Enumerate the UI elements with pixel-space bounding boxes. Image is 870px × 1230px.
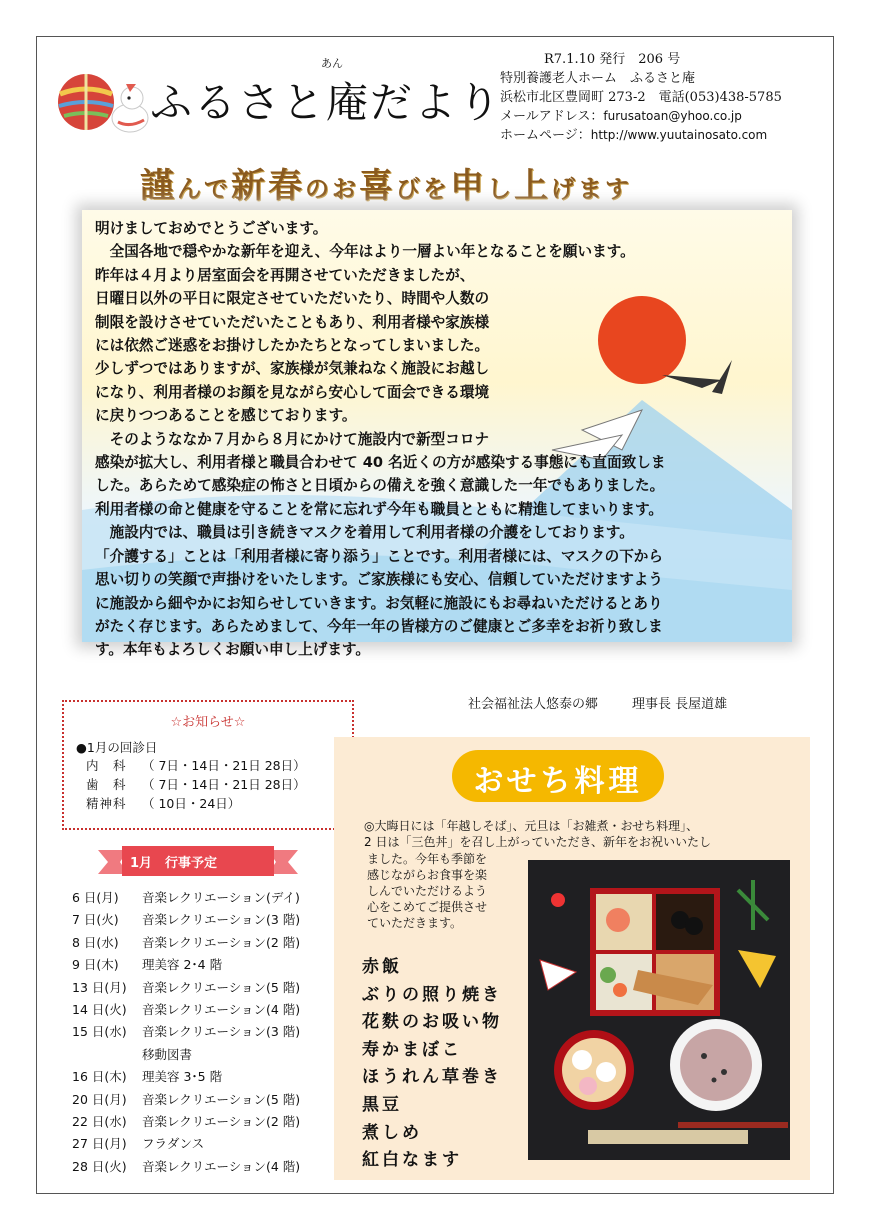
letter-line: 思い切りの笑顔で声掛けをいたします。ご家族様にも安心、信頼していただけますよう [95, 571, 663, 589]
list-item [72, 1089, 300, 1111]
event-text: 理美容 3･5 階 [142, 1069, 223, 1085]
letter-line: 利用者様の命と健康を守ることを常に忘れず今年も職員とともに精進してまいります。 [95, 500, 663, 518]
dept-cell: 内 科 [86, 758, 127, 773]
greeting-part: 喜 [359, 166, 396, 206]
list-item [72, 1021, 300, 1043]
table-row [86, 775, 306, 794]
letter-line: には依然ご迷惑をお掛けしたかたちとなってしまいました。 [95, 337, 490, 355]
event-text: 音楽レクリエーション(5 階) [142, 1091, 301, 1107]
table-row [86, 794, 306, 813]
letter-line: 少しずつではありますが、家族様が気兼ねなく施設にお越し [95, 360, 490, 378]
issue-number: R7.1.10 発行 206 号 [544, 52, 681, 67]
new-year-letter [95, 217, 795, 662]
table-row [86, 756, 306, 775]
letter-line: に施設から細やかにお知らせしていきます。お気軽に施設にもお尋ねいただけるとあり [95, 594, 663, 612]
event-text: 音楽レクリエーション(5 階) [142, 979, 301, 995]
list-item [72, 887, 300, 909]
dates-cell: （ 7日・14日・21日 28日） [142, 777, 306, 792]
facility-address: 浜松市北区豊岡町 273-2 電話(053)438-5785 [500, 90, 782, 105]
letter-line: 昨年は４月より居室面会を再開させていただきましたが、 [95, 266, 475, 284]
dates-cell: （ 7日・14日・21日 28日） [142, 758, 306, 773]
letter-line: 施設内では、職員は引き続きマスクを着用して利用者様の介護をしております。 [95, 524, 634, 542]
event-date: 27 日(月) [72, 1136, 127, 1152]
newsletter-title: ふるさと庵だより [150, 78, 503, 127]
list-item [72, 1066, 300, 1088]
dept-cell: 歯 科 [86, 777, 127, 792]
issue-info [500, 50, 782, 145]
letter-line: 制限を設けさせていただいたこともあり、利用者様や家族様 [95, 313, 490, 331]
event-date [72, 1044, 142, 1066]
greeting-part: 上 [514, 166, 551, 206]
title-ruby: あん [321, 57, 343, 70]
greeting-part: 謹 [140, 166, 177, 206]
temari-ball-logo-icon [52, 62, 152, 142]
letter-line: 明けましておめでとうございます。 [95, 220, 328, 237]
greeting-part: 新春 [231, 166, 305, 206]
list-item [72, 1133, 300, 1155]
signer-name: 理事長 長屋道雄 [632, 697, 728, 712]
homepage-link[interactable]: http://www.yuutainosato.com [590, 128, 768, 142]
email-label: メールアドレス： [500, 109, 604, 124]
event-text: 音楽レクリエーション(4 階) [142, 1158, 301, 1174]
letter-line: がたく存じます。あらためまして、今年一年の皆様方のご健康とご多幸をお祈り致しま [95, 617, 663, 635]
osechi-text-line: 心をこめてご提供させ [367, 900, 488, 914]
osechi-text-line: しんでいただけるよう [367, 884, 488, 898]
facility-name: 特別養護老人ホーム ふるさと庵 [500, 71, 696, 86]
list-item [72, 954, 300, 976]
events-list [72, 887, 300, 1178]
event-text: 音楽レクリエーション(4 階) [142, 1002, 301, 1018]
letter-line: 全国各地で穏やかな新年を迎え、今年はより一層よい年となることを願います。 [95, 243, 635, 261]
osechi-text-line: ていただきます。 [367, 916, 463, 930]
event-date: 13 日(月) [72, 979, 127, 995]
letter-line: した。あらためて感染症の怖さと日頃からの備えを強く意識した一年でもありました。 [95, 477, 665, 495]
letter-line: そのようななか７月から８月にかけて施設内で新型コロナ [95, 430, 490, 448]
list-item [72, 932, 300, 954]
letter-line: になり、利用者様のお顔を見ながら安心して面会できる環境 [95, 383, 490, 401]
event-date: 20 日(月) [72, 1091, 127, 1107]
notice-box [62, 700, 354, 830]
event-text: 音楽レクリエーション(3 階) [142, 912, 301, 928]
menu-item: 黒豆 [362, 1094, 402, 1115]
list-item [72, 999, 300, 1021]
email-line [500, 107, 782, 126]
notice-subheading: ●1月の回診日 [76, 740, 158, 755]
rounds-table [86, 756, 306, 813]
osechi-text-line: 感じながらお食事を楽 [367, 868, 488, 882]
event-text: 音楽レクリエーション(3 階) [142, 1024, 301, 1040]
event-date: 15 日(水) [72, 1024, 127, 1040]
event-date: 22 日(水) [72, 1114, 127, 1130]
letter-line: 感染が拡大し、利用者様と職員合わせて 40 名近くの方が感染する事態にも直面致しま [95, 454, 666, 472]
list-item [72, 1156, 300, 1178]
letter-line: す。本年もよろしくお願い申し上げます。 [95, 641, 370, 659]
greeting-part: びを [396, 174, 450, 203]
event-date: 7 日(火) [72, 912, 119, 928]
email-link[interactable]: furusatoan@yhoo.co.jp [603, 109, 742, 123]
organization-name: 社会福祉法人悠泰の郷 [468, 697, 599, 712]
osechi-text [367, 851, 487, 931]
event-date: 8 日(水) [72, 934, 119, 950]
list-item [72, 1044, 300, 1066]
letter-signature [468, 693, 727, 712]
event-text: フラダンス [142, 1136, 205, 1152]
event-date: 6 日(月) [72, 890, 119, 905]
event-date: 28 日(火) [72, 1158, 127, 1174]
menu-item: 紅白なます [362, 1150, 462, 1171]
osechi-intro-line: 2 日は「三色丼」を召し上がっていただき、新年をお祝いいたし [364, 835, 711, 849]
osechi-title: おせち料理 [473, 764, 643, 799]
homepage-line [500, 126, 782, 145]
osechi-intro [364, 818, 794, 850]
notice-heading: ☆お知らせ☆ [170, 715, 246, 730]
menu-item: 花麩のお吸い物 [362, 1012, 502, 1033]
greeting-part: 申 [450, 166, 487, 206]
menu-item: 寿かまぼこ [362, 1039, 462, 1060]
osechi-text-line: ました。今年も季節を [367, 852, 488, 866]
letter-line: 「介護する」ことは「利用者様に寄り添う」ことです。利用者様には、マスクの下から [95, 547, 663, 565]
letter-line: 日曜日以外の平日に限定させていただいたり、時間や人数の [95, 290, 490, 308]
greeting-part: のお [305, 174, 359, 203]
events-heading: 1月 行事予定 [130, 856, 218, 871]
osechi-intro-line: ◎大晦日には「年越しそば」、元旦は「お雑煮・おせち料理」、 [364, 819, 699, 833]
menu-item: ほうれん草巻き [362, 1067, 502, 1088]
list-item [72, 909, 300, 931]
list-item [72, 977, 300, 999]
greeting-part: し [487, 174, 514, 203]
event-text: 移動図書 [142, 1046, 193, 1062]
letter-line: に戻りつつあることを感じております。 [95, 407, 357, 425]
menu-item: ぶりの照り焼き [362, 984, 502, 1005]
event-date: 9 日(木) [72, 957, 119, 973]
homepage-label: ホームページ： [500, 128, 591, 143]
greeting-part: げます [551, 174, 632, 203]
event-date: 14 日(火) [72, 1002, 127, 1018]
event-text: 理美容 2･4 階 [142, 957, 223, 973]
osechi-photo-icon [528, 860, 790, 1160]
greeting-part: んで [177, 174, 231, 203]
event-text: 音楽レクリエーション(デイ) [142, 890, 300, 905]
osechi-menu [362, 954, 502, 1175]
dept-cell: 精神科 [86, 796, 127, 811]
new-year-greeting [140, 158, 632, 207]
event-text: 音楽レクリエーション(2 階) [142, 934, 301, 950]
menu-item: 赤飯 [362, 957, 402, 977]
list-item [72, 1111, 300, 1133]
dates-cell: （ 10日・24日） [142, 796, 241, 811]
event-text: 音楽レクリエーション(2 階) [142, 1114, 301, 1130]
menu-item: 煮しめ [362, 1122, 422, 1143]
event-date: 16 日(木) [72, 1069, 127, 1085]
